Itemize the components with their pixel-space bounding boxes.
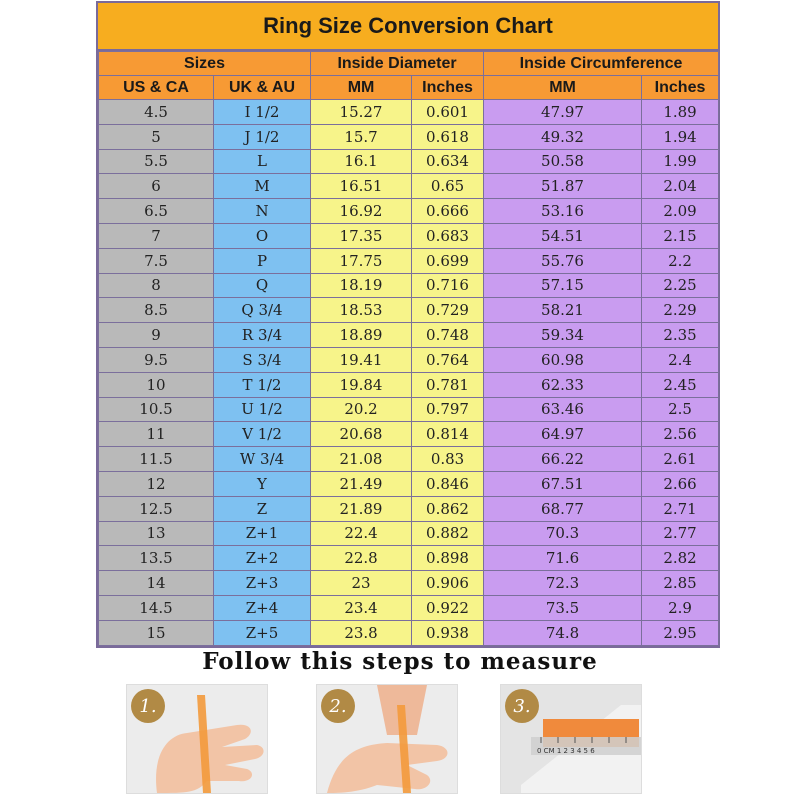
table-body	[99, 100, 719, 646]
table-cell: 71.6	[484, 546, 642, 571]
table-cell: 64.97	[484, 422, 642, 447]
table-cell: 12.5	[99, 496, 214, 521]
table-cell: 16.92	[311, 199, 412, 224]
table-cell: 0.846	[412, 471, 484, 496]
table-cell: 15.27	[311, 100, 412, 125]
table-cell: 7.5	[99, 248, 214, 273]
table-cell: 9	[99, 323, 214, 348]
group-header-diameter: Inside Diameter	[311, 52, 484, 76]
table-cell: U 1/2	[214, 397, 311, 422]
table-cell: 55.76	[484, 248, 642, 273]
table-cell: 9.5	[99, 347, 214, 372]
table-cell: 21.08	[311, 447, 412, 472]
col-header-circumference-mm: MM	[484, 76, 642, 100]
group-header-sizes: Sizes	[99, 52, 311, 76]
table-cell: 2.04	[642, 174, 719, 199]
table-cell: Z+5	[214, 620, 311, 645]
table-cell: 1.99	[642, 149, 719, 174]
table-cell: 18.19	[311, 273, 412, 298]
table-cell: 0.862	[412, 496, 484, 521]
table-row	[99, 100, 719, 125]
table-cell: M	[214, 174, 311, 199]
table-cell: Z+4	[214, 595, 311, 620]
table-row	[99, 471, 719, 496]
table-cell: Y	[214, 471, 311, 496]
group-header-circumference: Inside Circumference	[484, 52, 719, 76]
table-cell: 21.89	[311, 496, 412, 521]
table-cell: 63.46	[484, 397, 642, 422]
table-cell: 20.2	[311, 397, 412, 422]
col-header-diameter-inches: Inches	[412, 76, 484, 100]
table-cell: 5.5	[99, 149, 214, 174]
step-3-photo	[500, 684, 642, 794]
ruler-label: 0 CM 1 2 3 4 5 6	[537, 747, 595, 755]
table-cell: I 1/2	[214, 100, 311, 125]
table-row	[99, 571, 719, 596]
table-cell: 2.2	[642, 248, 719, 273]
table-row	[99, 620, 719, 645]
table-row	[99, 298, 719, 323]
table-cell: Z+1	[214, 521, 311, 546]
table-cell: 15	[99, 620, 214, 645]
table-cell: 0.922	[412, 595, 484, 620]
table-row	[99, 521, 719, 546]
table-cell: S 3/4	[214, 347, 311, 372]
table-row	[99, 496, 719, 521]
table-cell: 0.748	[412, 323, 484, 348]
col-header-us-ca: US & CA	[99, 76, 214, 100]
table-cell: V 1/2	[214, 422, 311, 447]
table-cell: 0.781	[412, 372, 484, 397]
table-cell: 12	[99, 471, 214, 496]
table-cell: 2.71	[642, 496, 719, 521]
table-cell: 0.906	[412, 571, 484, 596]
table-cell: 11.5	[99, 447, 214, 472]
table-cell: Z+3	[214, 571, 311, 596]
table-cell: 2.4	[642, 347, 719, 372]
table-cell: 19.41	[311, 347, 412, 372]
table-row	[99, 347, 719, 372]
table-cell: 14.5	[99, 595, 214, 620]
table-row	[99, 422, 719, 447]
table-cell: 18.89	[311, 323, 412, 348]
table-cell: 7	[99, 223, 214, 248]
table-row	[99, 223, 719, 248]
table-cell: 1.89	[642, 100, 719, 125]
table-cell: 2.85	[642, 571, 719, 596]
table-cell: 51.87	[484, 174, 642, 199]
table-cell: 54.51	[484, 223, 642, 248]
table-cell: 4.5	[99, 100, 214, 125]
table-cell: 0.814	[412, 422, 484, 447]
step-1-badge: 1.	[131, 689, 165, 723]
table-row	[99, 546, 719, 571]
table-row	[99, 447, 719, 472]
table-cell: 10	[99, 372, 214, 397]
table-cell: 60.98	[484, 347, 642, 372]
table-cell: 0.729	[412, 298, 484, 323]
table-cell: 14	[99, 571, 214, 596]
table-cell: 16.1	[311, 149, 412, 174]
table-cell: 2.9	[642, 595, 719, 620]
table-cell: 2.5	[642, 397, 719, 422]
step-3-badge: 3.	[505, 689, 539, 723]
table-cell: 2.66	[642, 471, 719, 496]
table-cell: N	[214, 199, 311, 224]
table-cell: 0.601	[412, 100, 484, 125]
table-cell: 13.5	[99, 546, 214, 571]
table-cell: 16.51	[311, 174, 412, 199]
table-cell: Z+2	[214, 546, 311, 571]
table-cell: 2.95	[642, 620, 719, 645]
col-header-diameter-mm: MM	[311, 76, 412, 100]
step-2-badge: 2.	[321, 689, 355, 723]
table-cell: 23.4	[311, 595, 412, 620]
table-cell: 20.68	[311, 422, 412, 447]
chart-title: Ring Size Conversion Chart	[98, 3, 718, 51]
table-cell: 0.666	[412, 199, 484, 224]
table-row	[99, 397, 719, 422]
table-row	[99, 248, 719, 273]
table-cell: 67.51	[484, 471, 642, 496]
table-cell: 23	[311, 571, 412, 596]
table-row	[99, 124, 719, 149]
table-cell: 2.77	[642, 521, 719, 546]
table-row	[99, 595, 719, 620]
table-cell: 1.94	[642, 124, 719, 149]
table-cell: 49.32	[484, 124, 642, 149]
col-header-circumference-inches: Inches	[642, 76, 719, 100]
table-cell: 8	[99, 273, 214, 298]
col-header-uk-au: UK & AU	[214, 76, 311, 100]
table-cell: O	[214, 223, 311, 248]
table-cell: 0.634	[412, 149, 484, 174]
table-cell: 2.56	[642, 422, 719, 447]
table-cell: 2.61	[642, 447, 719, 472]
table-cell: 0.699	[412, 248, 484, 273]
table-cell: 2.45	[642, 372, 719, 397]
table-cell: 0.65	[412, 174, 484, 199]
table-cell: 0.797	[412, 397, 484, 422]
table-row	[99, 372, 719, 397]
table-cell: 22.8	[311, 546, 412, 571]
table-cell: 8.5	[99, 298, 214, 323]
table-cell: 18.53	[311, 298, 412, 323]
table-row	[99, 199, 719, 224]
table-cell: 23.8	[311, 620, 412, 645]
table-row	[99, 323, 719, 348]
table-cell: 2.29	[642, 298, 719, 323]
table-cell: 0.898	[412, 546, 484, 571]
table-cell: 0.618	[412, 124, 484, 149]
table-cell: 74.8	[484, 620, 642, 645]
table-cell: 47.97	[484, 100, 642, 125]
table-cell: 70.3	[484, 521, 642, 546]
table-cell: 50.58	[484, 149, 642, 174]
table-cell: 72.3	[484, 571, 642, 596]
table-cell: 58.21	[484, 298, 642, 323]
table-cell: 22.4	[311, 521, 412, 546]
table-cell: Q 3/4	[214, 298, 311, 323]
table-cell: 15.7	[311, 124, 412, 149]
table-cell: 73.5	[484, 595, 642, 620]
table-cell: 2.09	[642, 199, 719, 224]
table-cell: 57.15	[484, 273, 642, 298]
table-cell: Q	[214, 273, 311, 298]
table-cell: 2.15	[642, 223, 719, 248]
table-cell: 21.49	[311, 471, 412, 496]
conversion-table	[98, 51, 719, 646]
table-cell: 59.34	[484, 323, 642, 348]
table-row	[99, 273, 719, 298]
table-cell: 0.882	[412, 521, 484, 546]
table-cell: L	[214, 149, 311, 174]
table-cell: 2.25	[642, 273, 719, 298]
table-cell: 17.75	[311, 248, 412, 273]
table-cell: W 3/4	[214, 447, 311, 472]
table-row	[99, 174, 719, 199]
table-row	[99, 149, 719, 174]
table-cell: 11	[99, 422, 214, 447]
table-cell: 6	[99, 174, 214, 199]
table-cell: 53.16	[484, 199, 642, 224]
table-cell: 0.83	[412, 447, 484, 472]
steps-title: Follow this steps to measure	[202, 648, 598, 675]
table-cell: 0.716	[412, 273, 484, 298]
table-cell: 62.33	[484, 372, 642, 397]
table-cell: 13	[99, 521, 214, 546]
table-cell: 66.22	[484, 447, 642, 472]
table-cell: 19.84	[311, 372, 412, 397]
table-cell: 0.764	[412, 347, 484, 372]
table-cell: R 3/4	[214, 323, 311, 348]
step-1-photo	[126, 684, 268, 794]
table-cell: 5	[99, 124, 214, 149]
table-cell: 10.5	[99, 397, 214, 422]
table-cell: 2.35	[642, 323, 719, 348]
table-cell: 2.82	[642, 546, 719, 571]
table-cell: T 1/2	[214, 372, 311, 397]
table-cell: 17.35	[311, 223, 412, 248]
table-cell: Z	[214, 496, 311, 521]
step-2-photo	[316, 684, 458, 794]
table-cell: 0.938	[412, 620, 484, 645]
table-cell: 0.683	[412, 223, 484, 248]
table-cell: P	[214, 248, 311, 273]
table-cell: J 1/2	[214, 124, 311, 149]
table-cell: 68.77	[484, 496, 642, 521]
table-cell: 6.5	[99, 199, 214, 224]
ring-size-chart	[96, 1, 720, 648]
